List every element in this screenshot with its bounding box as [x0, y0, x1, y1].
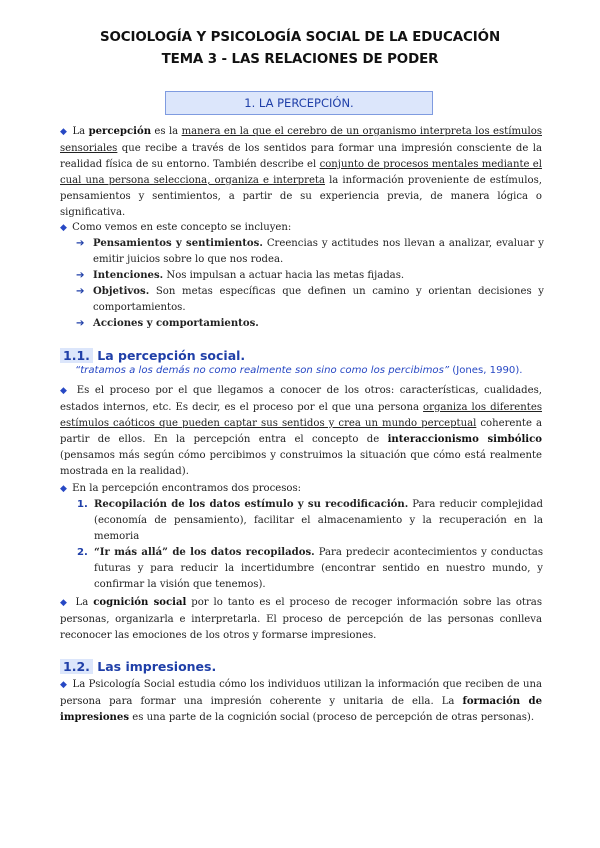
list-item-term: Intenciones. [93, 269, 164, 281]
paragraph-definition [60, 124, 542, 220]
list-item-text: Creencias y actitudes nos llevan a analizar, evaluar y emitir juicios sobre lo que nos rodea. [93, 238, 544, 265]
text: coherente a partir de ellos. En la percepción entra el concepto de [60, 417, 543, 445]
text: la información proveniente de estímulos, pensamientos y sentimientos, a partir de su experiencia previa, de manera lógica o significativa. [60, 174, 542, 218]
text: (pensamos más según cómo percibimos y construimos la situación que cómo está realmente mostrada en la realidad). [60, 449, 542, 477]
text: La [75, 597, 94, 608]
term-percepcion: percepción [88, 126, 152, 137]
subsection-number: 1.2. [60, 659, 93, 674]
paragraph-includes [60, 220, 542, 237]
list-item-term: Recopilación de los datos estímulo y su recodificación. [94, 499, 409, 510]
diamond-bullet-icon: ◆ [60, 386, 70, 396]
list-item [76, 316, 544, 332]
concept-list [76, 236, 544, 331]
arrow-right-icon: ➔ [76, 317, 85, 329]
text: Como vemos en este concepto se incluyen: [72, 222, 292, 233]
quote-text: “tratamos a los demás no como realmente son sino como los percibimos” [75, 365, 450, 376]
term-interaccionismo: interaccionismo simbólico [387, 433, 542, 445]
underlined-phrase: conjunto de procesos mentales mediante el cual una persona selecciona, organiza e interpreta [60, 158, 542, 186]
text: La Psicología Social estudia cómo los individuos utilizan la información que reciben de una persona para formar una impresión coherente y unitaria de ella. La [60, 679, 542, 707]
diamond-bullet-icon: ◆ [60, 484, 67, 494]
text: Es el proceso por el que llegamos a conocer de los otros: características, cualidades, estados internos, etc. Es decir, es el proceso por el que una persona [60, 385, 542, 413]
subsection-heading-percepcion-social [60, 347, 245, 364]
document-subtitle: TEMA 3 - LAS RELACIONES DE PODER [161, 52, 439, 67]
process-list [77, 497, 543, 592]
arrow-right-icon: ➔ [76, 238, 85, 249]
diamond-bullet-icon: ◆ [60, 223, 67, 233]
section-heading-percepcion: 1. LA PERCEPCIÓN. [165, 91, 433, 115]
list-item-term: Pensamientos y sentimientos. [93, 238, 263, 249]
list-item-text: Nos impulsan a actuar hacia las metas fijadas. [163, 269, 405, 281]
diamond-bullet-icon: ◆ [60, 127, 68, 137]
paragraph-impresiones [60, 677, 542, 726]
list-item-text: Para predecir acontecimientos y conductas futuras y para reducir la incertidumbre (encontrar sentido en nuestro mundo, y confirmar la visión que tenemos). [94, 546, 543, 590]
subsection-label: La percepción social. [92, 348, 246, 363]
text: es una parte de la cognición social (proceso de percepción de otras personas). [129, 711, 535, 723]
paragraph-percepcion-social [60, 383, 542, 479]
text: La [72, 126, 89, 137]
paragraph-cognicion-social [60, 595, 542, 644]
arrow-right-icon: ➔ [76, 285, 85, 297]
list-item [77, 545, 543, 593]
diamond-bullet-icon: ◆ [60, 680, 68, 690]
text: que recibe a través de los sentidos para formar una impresión consciente de la realidad física de su entorno. También describe el [60, 142, 542, 170]
subsection-label: Las impresiones. [92, 659, 217, 674]
document-title: SOCIOLOGÍA Y PSICOLOGÍA SOCIAL DE LA EDUCACIÓN [99, 30, 501, 45]
term-formacion-impresiones: formación de impresiones [60, 695, 542, 723]
list-item-number: 1. [77, 499, 88, 510]
list-item [76, 284, 544, 316]
diamond-bullet-icon: ◆ [60, 598, 69, 608]
text: por lo tanto es el proceso de recoger información sobre las otras personas, organizarla e interpretarla. El proceso de percepción de las personas conlleva reconocer las emociones de los otros y formarse impresiones. [60, 597, 542, 641]
quote-source: (Jones, 1990). [449, 365, 523, 376]
text: En la percepción encontramos dos procesos: [72, 483, 302, 494]
arrow-right-icon: ➔ [76, 269, 85, 281]
paragraph-processes [60, 481, 542, 498]
list-item [76, 236, 544, 268]
list-item [77, 497, 543, 545]
quote [75, 365, 545, 376]
underlined-phrase: manera en la que el cerebro de un organismo interpreta los estímulos sensoriales [60, 126, 542, 154]
list-item-term: “Ir más allá” de los datos recopilados. [94, 546, 315, 558]
subsection-heading-impresiones [60, 658, 216, 675]
text: es la [151, 126, 182, 137]
list-item-term: Objetivos. [93, 285, 150, 297]
list-item-text: Para reducir complejidad (economía de pensamiento), facilitar el almacenamiento y la recuperación en la memoria [94, 499, 543, 542]
underlined-phrase: organiza los diferentes estímulos caóticos que pueden captar sus sentidos y crea un mundo perceptual [60, 401, 542, 429]
list-item [76, 268, 544, 284]
term-cognicion-social: cognición social [93, 597, 187, 608]
list-item-number: 2. [77, 546, 88, 558]
list-item-term: Acciones y comportamientos. [93, 317, 259, 329]
list-item-text: Son metas específicas que definen un camino y orientan decisiones y comportamientos. [93, 285, 544, 313]
subsection-number: 1.1. [60, 348, 93, 363]
